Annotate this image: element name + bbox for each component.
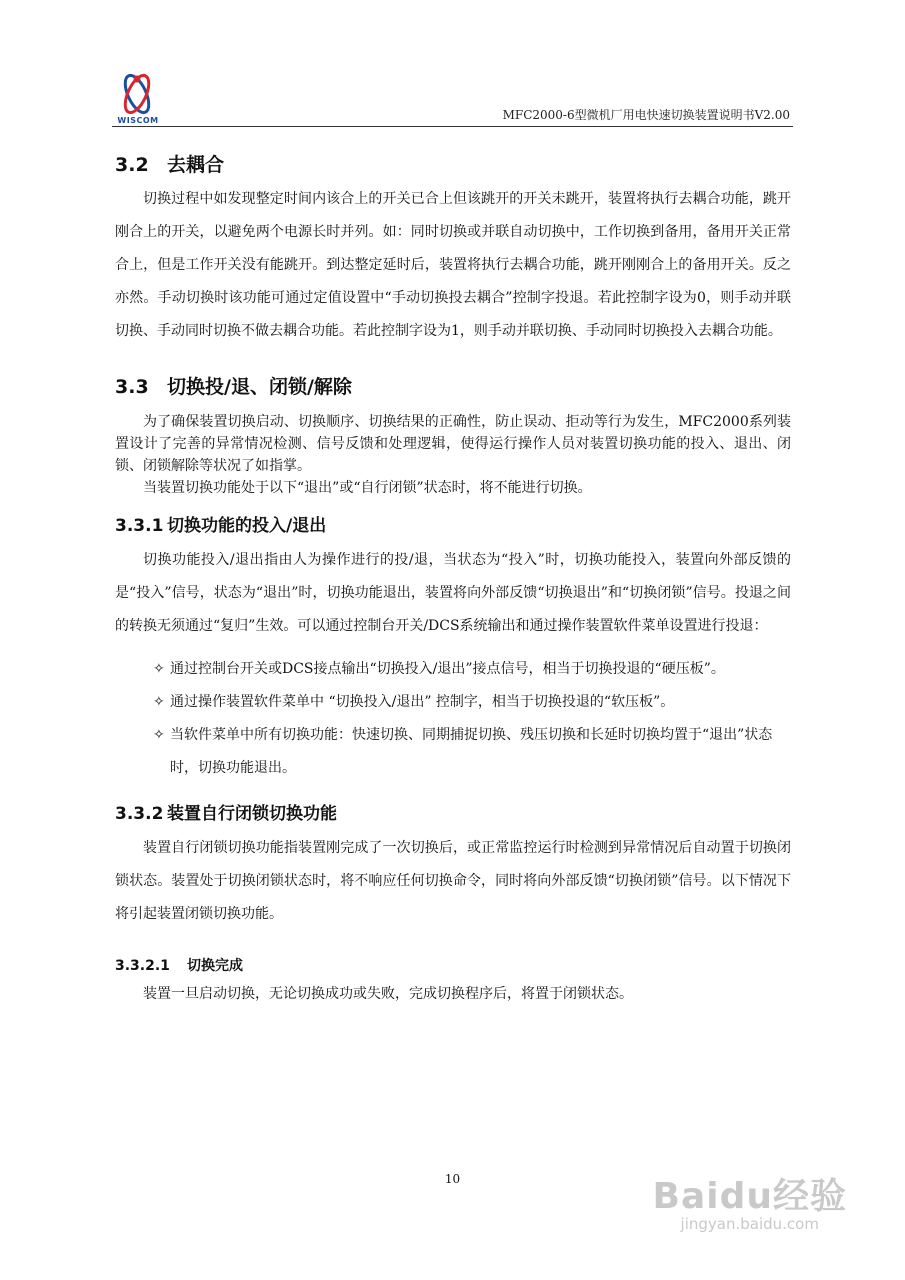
section-number: 3.3 <box>115 376 149 398</box>
section-title: 去耦合 <box>167 154 225 176</box>
section-number: 3.2 <box>115 154 149 176</box>
section-3-3-2-paragraph: 装置自行闭锁切换功能指装置刚完成了一次切换后，或正常监控运行时检测到异常情况后自动置于切换闭锁状态。装置处于切换闭锁状态时，将不响应任何切换命令，同时将向外部反馈“切换闭锁”信号。以下情况下将引起装置闭锁切换功能。 <box>115 840 791 922</box>
page-number: 10 <box>444 1172 461 1186</box>
document-title: MFC2000-6型微机厂用电快速切换装置说明书V2.00 <box>502 108 790 122</box>
section-title: 切换投/退、闭锁/解除 <box>167 376 352 398</box>
watermark-url: jingyan.baidu.com <box>680 1215 819 1233</box>
list-item-text: 当软件菜单中所有切换功能：快速切换、同期捕捉切换、残压切换和长延时切换均置于“退出”状态时，切换功能退出。 <box>170 727 773 776</box>
watermark-main-text: Baidu经验 <box>652 1176 847 1217</box>
switch-toggle-methods-list <box>115 653 791 785</box>
header-divider <box>112 126 793 127</box>
list-item <box>115 653 791 686</box>
list-item-text: 通过控制台开关或DCS接点输出“切换投入/退出”接点信号，相当于切换投退的“硬压板”。 <box>170 661 725 677</box>
section-number: 3.3.2 <box>115 804 164 824</box>
section-title: 装置自行闭锁切换功能 <box>167 804 337 824</box>
section-title: 切换完成 <box>187 958 243 974</box>
baidu-jingyan-watermark <box>653 1168 847 1233</box>
section-3-3-paragraph-1: 为了确保装置切换启动、切换顺序、切换结果的正确性，防止误动、拒动等行为发生，MFC2000系列装置设计了完善的异常情况检测、信号反馈和处理逻辑，使得运行操作人员对装置切换功能的投入、退出、闭锁、闭锁解除等状况了如指掌。 <box>115 414 791 474</box>
section-3-3-paragraph-2: 当装置切换功能处于以下“退出”或“自行闭锁”状态时，将不能进行切换。 <box>143 480 592 496</box>
logo-text: WISCOM <box>117 116 159 125</box>
section-number: 3.3.1 <box>115 516 164 536</box>
section-3-2-heading <box>115 150 791 177</box>
section-3-3-1-heading <box>115 511 791 536</box>
section-number: 3.3.2.1 <box>115 958 170 974</box>
page-content <box>115 140 791 1005</box>
list-item <box>115 719 791 785</box>
section-3-2-paragraph: 切换过程中如发现整定时间内该合上的开关已合上但该跳开的开关未跳开，装置将执行去耦合功能，跳开刚合上的开关，以避免两个电源长时并列。如：同时切换或并联自动切换中，工作切换到备用，备用开关正常合上，但是工作开关没有能跳开。到达整定延时后，装置将执行去耦合功能，跳开刚刚合上的备用开关。反之亦然。手动切换时该功能可通过定值设置中“手动切换投去耦合”控制字投退。若此控制字设为0，则手动并联切换、手动同时切换不做去耦合功能。若此控制字设为1，则手动并联切换、手动同时切换投入去耦合功能。 <box>115 191 791 339</box>
section-3-3-1-paragraph: 切换功能投入/退出指由人为操作进行的投/退，当状态为“投入”时，切换功能投入，装置向外部反馈的是“投入”信号，状态为“退出”时，切换功能退出，装置将向外部反馈“切换退出”和“切换闭锁”信号。投退之间的转换无须通过“复归”生效。可以通过控制台开关/DCS系统输出和通过操作装置软件菜单设置进行投退： <box>115 552 791 634</box>
diamond-bullet-icon: ✧ <box>153 694 165 710</box>
diamond-bullet-icon: ✧ <box>153 727 165 743</box>
list-item-text: 通过操作装置软件菜单中 “切换投入/退出” 控制字，相当于切换投退的“软压板”。 <box>170 694 675 710</box>
section-3-3-2-1-heading <box>115 955 791 975</box>
section-title: 切换功能的投入/退出 <box>167 516 327 536</box>
section-3-3-heading <box>115 372 791 399</box>
list-item <box>115 686 791 719</box>
section-3-3-2-heading <box>115 799 791 824</box>
section-3-3-2-1-paragraph: 装置一旦启动切换，无论切换成功或失败，完成切换程序后，将置于闭锁状态。 <box>143 986 633 1002</box>
diamond-bullet-icon: ✧ <box>153 661 165 677</box>
